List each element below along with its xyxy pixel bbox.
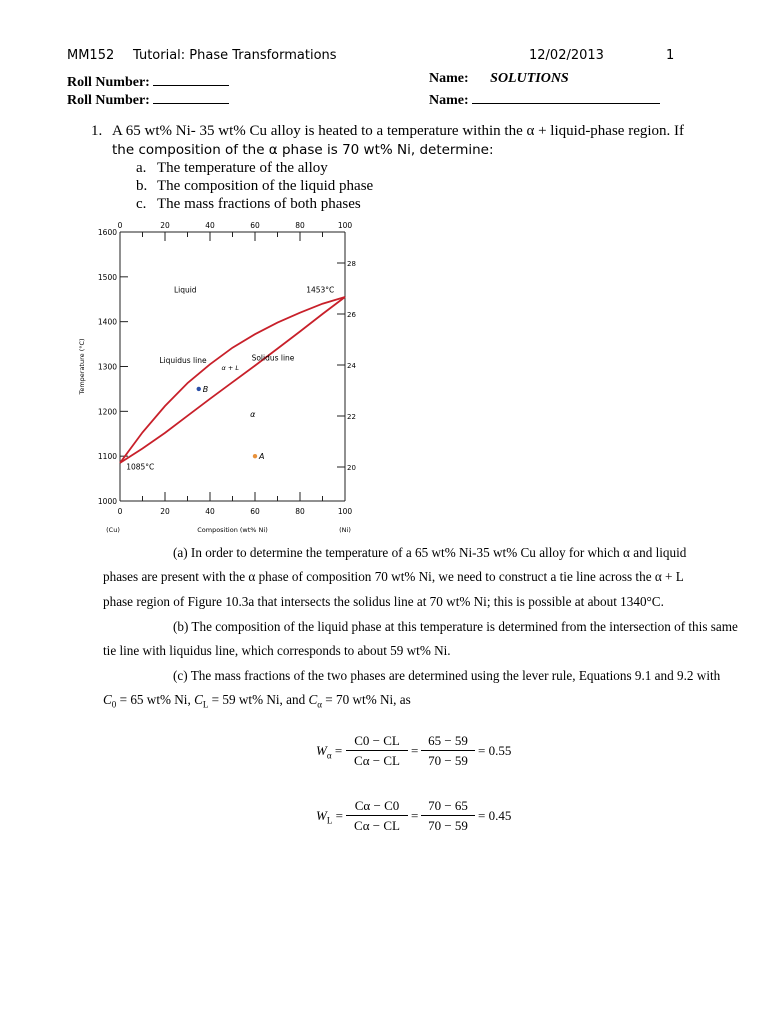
eq1-numerator-vals: 65 − 59 xyxy=(428,733,468,748)
right-tick-label: 26 xyxy=(347,311,356,319)
name-row-1 xyxy=(429,71,569,87)
top-tick-label: 80 xyxy=(295,221,305,230)
y-axis-label: Temperature (°C) xyxy=(78,338,86,395)
x-tick-label: 40 xyxy=(205,507,215,516)
eq1-denominator-vals: 70 − 59 xyxy=(428,753,468,768)
question-item-marker: c. xyxy=(136,196,147,212)
eq2-lhs: $W_L$ = xyxy=(316,808,343,826)
eq2-fraction-bar xyxy=(346,815,408,816)
point-a-label: A xyxy=(259,452,265,462)
x-tick-label: 20 xyxy=(160,507,170,516)
question-item-text: The temperature of the alloy xyxy=(157,160,328,176)
alpha-plus-liquid-label: α + L xyxy=(221,364,239,373)
solution-a-line-2: phases are present with the α phase of composition 70 wt% Ni, we need to construct a tie line across the α + L xyxy=(103,569,684,584)
course-code: MM152 xyxy=(67,48,115,63)
eq2-denominator-vars: Cα − CL xyxy=(354,818,400,833)
name-value: SOLUTIONS xyxy=(490,71,569,86)
question-line-2: the composition of the α phase is 70 wt% Ni, determine: xyxy=(112,142,494,158)
eq1-lhs: $W_\alpha$ = xyxy=(316,743,343,761)
y-tick-label: 1100 xyxy=(97,452,117,462)
roll-number-label: Roll Number: xyxy=(67,75,150,90)
name-blank xyxy=(472,89,660,104)
name-label: Name: xyxy=(429,93,469,108)
eq2-numerator-vals: 70 − 65 xyxy=(428,798,468,813)
roll-number-blank xyxy=(153,71,229,86)
solution-a-line-1: (a) In order to determine the temperature of a 65 wt% Ni-35 wt% Cu alloy for which α and liquid xyxy=(173,545,687,560)
y-tick-label: 1500 xyxy=(97,272,117,282)
point-b-marker xyxy=(197,387,201,391)
eq2-denominator-vals: 70 − 59 xyxy=(428,818,468,833)
question-item-marker: a. xyxy=(136,160,147,176)
x-axis-left-end-label: (Cu) xyxy=(106,526,120,534)
solution-a-line-3: phase region of Figure 10.3a that intersects the solidus line at 70 wt% Ni; this is possible at about 1340°C. xyxy=(103,594,664,609)
x-tick-label: 0 xyxy=(117,507,123,516)
top-tick-label: 20 xyxy=(160,221,170,230)
x-tick-label: 100 xyxy=(337,507,353,516)
right-tick-label: 20 xyxy=(347,464,356,472)
eq1-numerator-vars: C0 − CL xyxy=(354,733,400,748)
roll-number-blank xyxy=(153,89,229,104)
solidus-curve xyxy=(120,297,345,463)
right-tick-label: 28 xyxy=(347,260,356,268)
solidus-line-label: Solidus line xyxy=(251,353,295,363)
y-tick-label: 1400 xyxy=(97,317,117,327)
cu-melting-point-label: 1085°C xyxy=(126,462,155,472)
eq2-result: = 0.45 xyxy=(478,808,512,823)
solution-b-line-2: tie line with liquidus line, which corresponds to about 59 wt% Ni. xyxy=(103,643,451,658)
eq2-fraction-bar xyxy=(421,815,475,816)
top-tick-label: 40 xyxy=(205,221,215,230)
top-tick-label: 0 xyxy=(117,221,123,230)
eq1-denominator-vars: Cα − CL xyxy=(354,753,400,768)
question-item-marker: b. xyxy=(136,178,148,194)
y-tick-label: 1600 xyxy=(97,228,117,237)
liquid-region-label: Liquid xyxy=(173,285,197,295)
document-title: Tutorial: Phase Transformations xyxy=(133,48,337,63)
top-tick-label: 100 xyxy=(337,221,353,230)
y-tick-label: 1000 xyxy=(97,497,117,506)
solution-c-line-2: $C_0 = 65$ wt% Ni, $C_L = 59$ wt% Ni, and $C_\alpha = 70$ wt% Ni, as xyxy=(103,692,411,710)
solution-b-line-1: (b) The composition of the liquid phase at this temperature is determined from the intersection of this same xyxy=(173,619,738,634)
right-tick-label: 22 xyxy=(347,413,356,421)
roll-number-row-1 xyxy=(67,71,229,91)
question-item-text: The mass fractions of both phases xyxy=(157,196,361,212)
right-tick-label: 24 xyxy=(347,362,356,370)
roll-number-label: Roll Number: xyxy=(67,93,150,108)
x-tick-label: 80 xyxy=(295,507,305,516)
point-b-label: B xyxy=(202,384,209,394)
ni-melting-point-label: 1453°C xyxy=(306,285,335,295)
phase-diagram-chart xyxy=(70,218,370,538)
top-tick-label: 60 xyxy=(250,221,260,230)
x-axis-right-end-label: (Ni) xyxy=(339,526,351,534)
eq1-fraction-bar xyxy=(346,750,408,751)
question-number: 1. xyxy=(91,123,103,139)
document-date: 12/02/2013 xyxy=(529,48,604,63)
eq1-fraction-bar xyxy=(421,750,475,751)
page-number: 1 xyxy=(666,48,675,63)
question-item-text: The composition of the liquid phase xyxy=(157,178,374,194)
eq1-result: = 0.55 xyxy=(478,743,512,758)
y-tick-label: 1200 xyxy=(97,407,117,417)
question-line-1: A 65 wt% Ni- 35 wt% Cu alloy is heated to a temperature within the α + liquid-phase region. If xyxy=(112,123,685,139)
name-row-2 xyxy=(429,89,660,109)
solution-c-line-1: (c) The mass fractions of the two phases are determined using the lever rule, Equations 9.1 and 9.2 with xyxy=(173,668,721,683)
eq2-numerator-vars: Cα − C0 xyxy=(354,798,400,813)
y-tick-label: 1300 xyxy=(97,362,117,372)
point-a-marker xyxy=(253,454,257,458)
x-tick-label: 60 xyxy=(250,507,260,516)
roll-number-row-2 xyxy=(67,89,229,109)
x-axis-label: Composition (wt% Ni) xyxy=(197,526,268,534)
alpha-region-label: α xyxy=(250,410,256,420)
liquidus-line-label: Liquidus line xyxy=(159,355,207,365)
name-label: Name: xyxy=(429,71,469,86)
